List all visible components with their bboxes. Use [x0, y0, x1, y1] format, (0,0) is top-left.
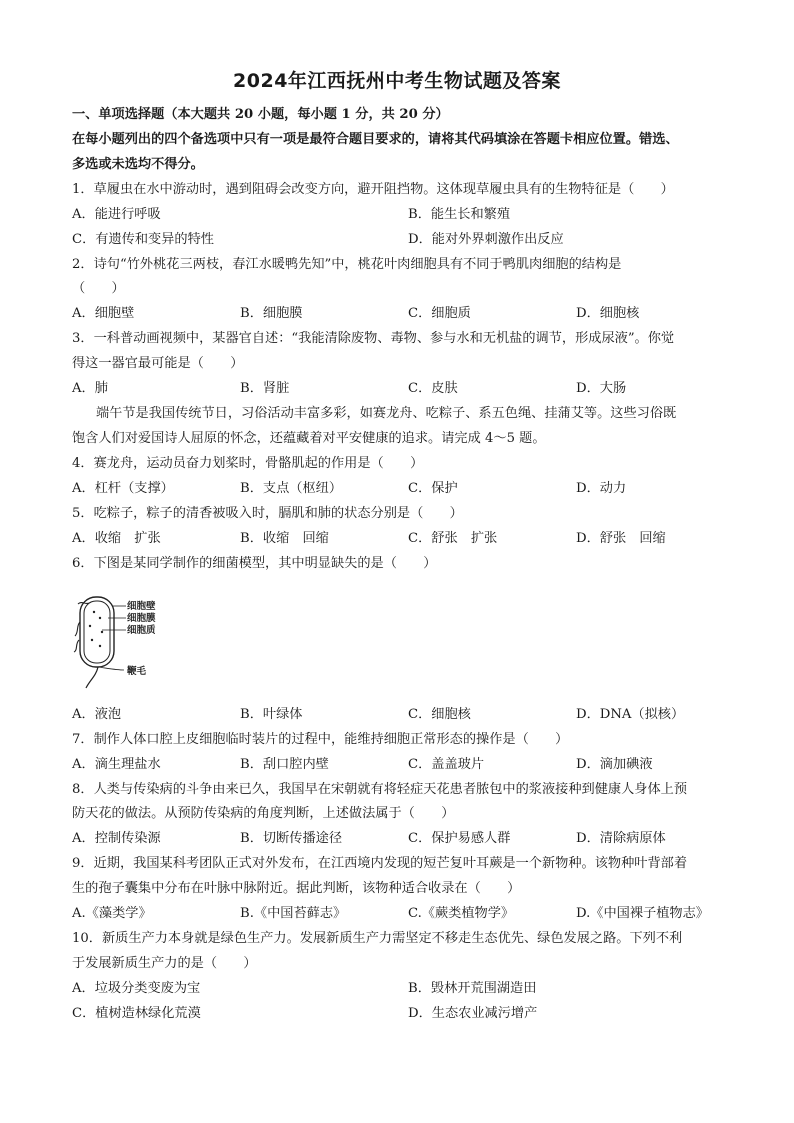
- section-instructions-line2: 多选或未选均不得分。: [72, 157, 204, 172]
- bacteria-model-figure: [72, 588, 182, 696]
- question-8-option-c: C．保护易感人群: [408, 831, 511, 846]
- question-5-option-c: C．舒张 扩张: [408, 531, 498, 546]
- question-2-option-d: D．细胞核: [576, 306, 640, 321]
- question-8-option-b: B．切断传播途径: [240, 831, 343, 846]
- question-8-option-a: A．控制传染源: [72, 831, 161, 846]
- fig-label-cell-wall: 细胞壁: [127, 601, 156, 612]
- question-3-option-b: B．肾脏: [240, 381, 290, 396]
- question-10-option-b: B．毁林开荒围湖造田: [408, 981, 537, 996]
- question-10-option-a: A．垃圾分类变废为宝: [72, 981, 201, 996]
- question-5-stem: 5．吃粽子，粽子的清香被吸入时，膈肌和肺的状态分别是（ ）: [72, 506, 463, 521]
- question-6-option-d: D．DNA（拟核）: [576, 707, 685, 722]
- question-3-stem-line2: 得这一器官最可能是（ ）: [72, 356, 244, 371]
- question-6-stem: 6．下图是某同学制作的细菌模型，其中明显缺失的是（ ）: [72, 556, 437, 571]
- question-8-stem-line2: 防天花的做法。从预防传染病的角度判断，上述做法属于（ ）: [72, 806, 455, 821]
- question-6-option-a: A．液泡: [72, 707, 122, 722]
- fig-label-cell-membrane: 细胞膜: [127, 613, 156, 624]
- question-7-option-b: B．刮口腔内壁: [240, 757, 329, 772]
- question-2-stem-line1: 2．诗句“竹外桃花三两枝，春江水暖鸭先知”中，桃花叶肉细胞具有不同于鸭肌肉细胞的结构是: [72, 257, 622, 272]
- question-1-option-b: B．能生长和繁殖: [408, 207, 511, 222]
- question-10-option-d: D．生态农业减污增产: [408, 1006, 538, 1021]
- question-1-option-a: A．能进行呼吸: [72, 207, 161, 222]
- question-10-stem-line2: 于发展新质生产力的是（ ）: [72, 956, 257, 971]
- question-3-option-c: C．皮肤: [408, 381, 458, 396]
- section-heading: 一、单项选择题（本大题共 20 小题，每小题 1 分，共 20 分）: [72, 107, 449, 122]
- page-title: 2024年江西抚州中考生物试题及答案: [233, 70, 561, 92]
- section-instructions-line1: 在每小题列出的四个备选项中只有一项是最符合题目要求的，请将其代码填涂在答题卡相应位置。错选、: [72, 132, 679, 147]
- question-2-stem-line2: （ ）: [72, 281, 125, 296]
- question-1-option-d: D．能对外界刺激作出反应: [408, 232, 564, 247]
- question-5-option-a: A．收缩 扩张: [72, 531, 161, 546]
- question-7-option-c: C．盖盖玻片: [408, 757, 485, 772]
- passage-line1: 端午节是我国传统节日，习俗活动丰富多彩，如赛龙舟、吃粽子、系五色绳、挂蒲艾等。这些习俗既: [96, 406, 677, 421]
- question-4-option-d: D．动力: [576, 481, 627, 496]
- question-9-option-d: D.《中国裸子植物志》: [576, 906, 709, 921]
- question-1-stem: 1．草履虫在水中游动时，遇到阻碍会改变方向，避开阻挡物。这体现草履虫具有的生物特征是（ ）: [72, 182, 674, 197]
- question-4-option-a: A．杠杆（支撑）: [72, 481, 174, 496]
- fig-label-cytoplasm: 细胞质: [127, 625, 156, 636]
- passage-line2: 饱含人们对爱国诗人屈原的怀念，还蕴藏着对平安健康的追求。请完成 4～5 题。: [72, 431, 546, 446]
- question-10-stem-line1: 10．新质生产力本身就是绿色生产力。发展新质生产力需坚定不移走生态优先、绿色发展之路。下列不利: [72, 931, 683, 946]
- question-6-option-c: C．细胞核: [408, 707, 471, 722]
- question-9-option-b: B.《中国苔藓志》: [240, 906, 347, 921]
- question-7-option-d: D．滴加碘液: [576, 757, 653, 772]
- question-4-option-b: B．支点（枢纽）: [240, 481, 343, 496]
- question-7-option-a: A．滴生理盐水: [72, 757, 161, 772]
- question-5-option-b: B．收缩 回缩: [240, 531, 329, 546]
- question-9-option-a: A.《藻类学》: [72, 906, 152, 921]
- question-7-stem: 7．制作人体口腔上皮细胞临时装片的过程中，能维持细胞正常形态的操作是（ ）: [72, 732, 569, 747]
- question-2-option-c: C．细胞质: [408, 306, 471, 321]
- question-9-stem-line2: 生的孢子囊集中分布在叶脉中脉附近。据此判断，该物种适合收录在（ ）: [72, 881, 521, 896]
- question-4-option-c: C．保护: [408, 481, 458, 496]
- question-1-option-c: C．有遗传和变异的特性: [72, 232, 214, 247]
- question-3-option-a: A．肺: [72, 381, 108, 396]
- fig-label-flagellum: 鞭毛: [127, 666, 147, 677]
- question-3-stem-line1: 3．一科普动画视频中，某器官自述：“我能清除废物、毒物、参与水和无机盐的调节，形成尿液”。你觉: [72, 331, 675, 346]
- question-9-stem-line1: 9．近期，我国某科考团队正式对外发布，在江西境内发现的短芒复叶耳蕨是一个新物种。该物种叶背部着: [72, 856, 688, 871]
- question-2-option-b: B．细胞膜: [240, 306, 303, 321]
- question-6-option-b: B．叶绿体: [240, 707, 303, 722]
- question-8-stem-line1: 8．人类与传染病的斗争由来已久，我国早在宋朝就有将轻症天花患者脓包中的浆液接种到健康人身体上预: [72, 782, 688, 797]
- question-10-option-c: C．植树造林绿化荒漠: [72, 1006, 201, 1021]
- question-9-option-c: C.《蕨类植物学》: [408, 906, 515, 921]
- question-3-option-d: D．大肠: [576, 381, 627, 396]
- question-4-stem: 4．赛龙舟，运动员奋力划桨时，骨骼肌起的作用是（ ）: [72, 456, 424, 471]
- question-5-option-d: D．舒张 回缩: [576, 531, 666, 546]
- question-2-option-a: A．细胞壁: [72, 306, 135, 321]
- question-8-option-d: D．清除病原体: [576, 831, 666, 846]
